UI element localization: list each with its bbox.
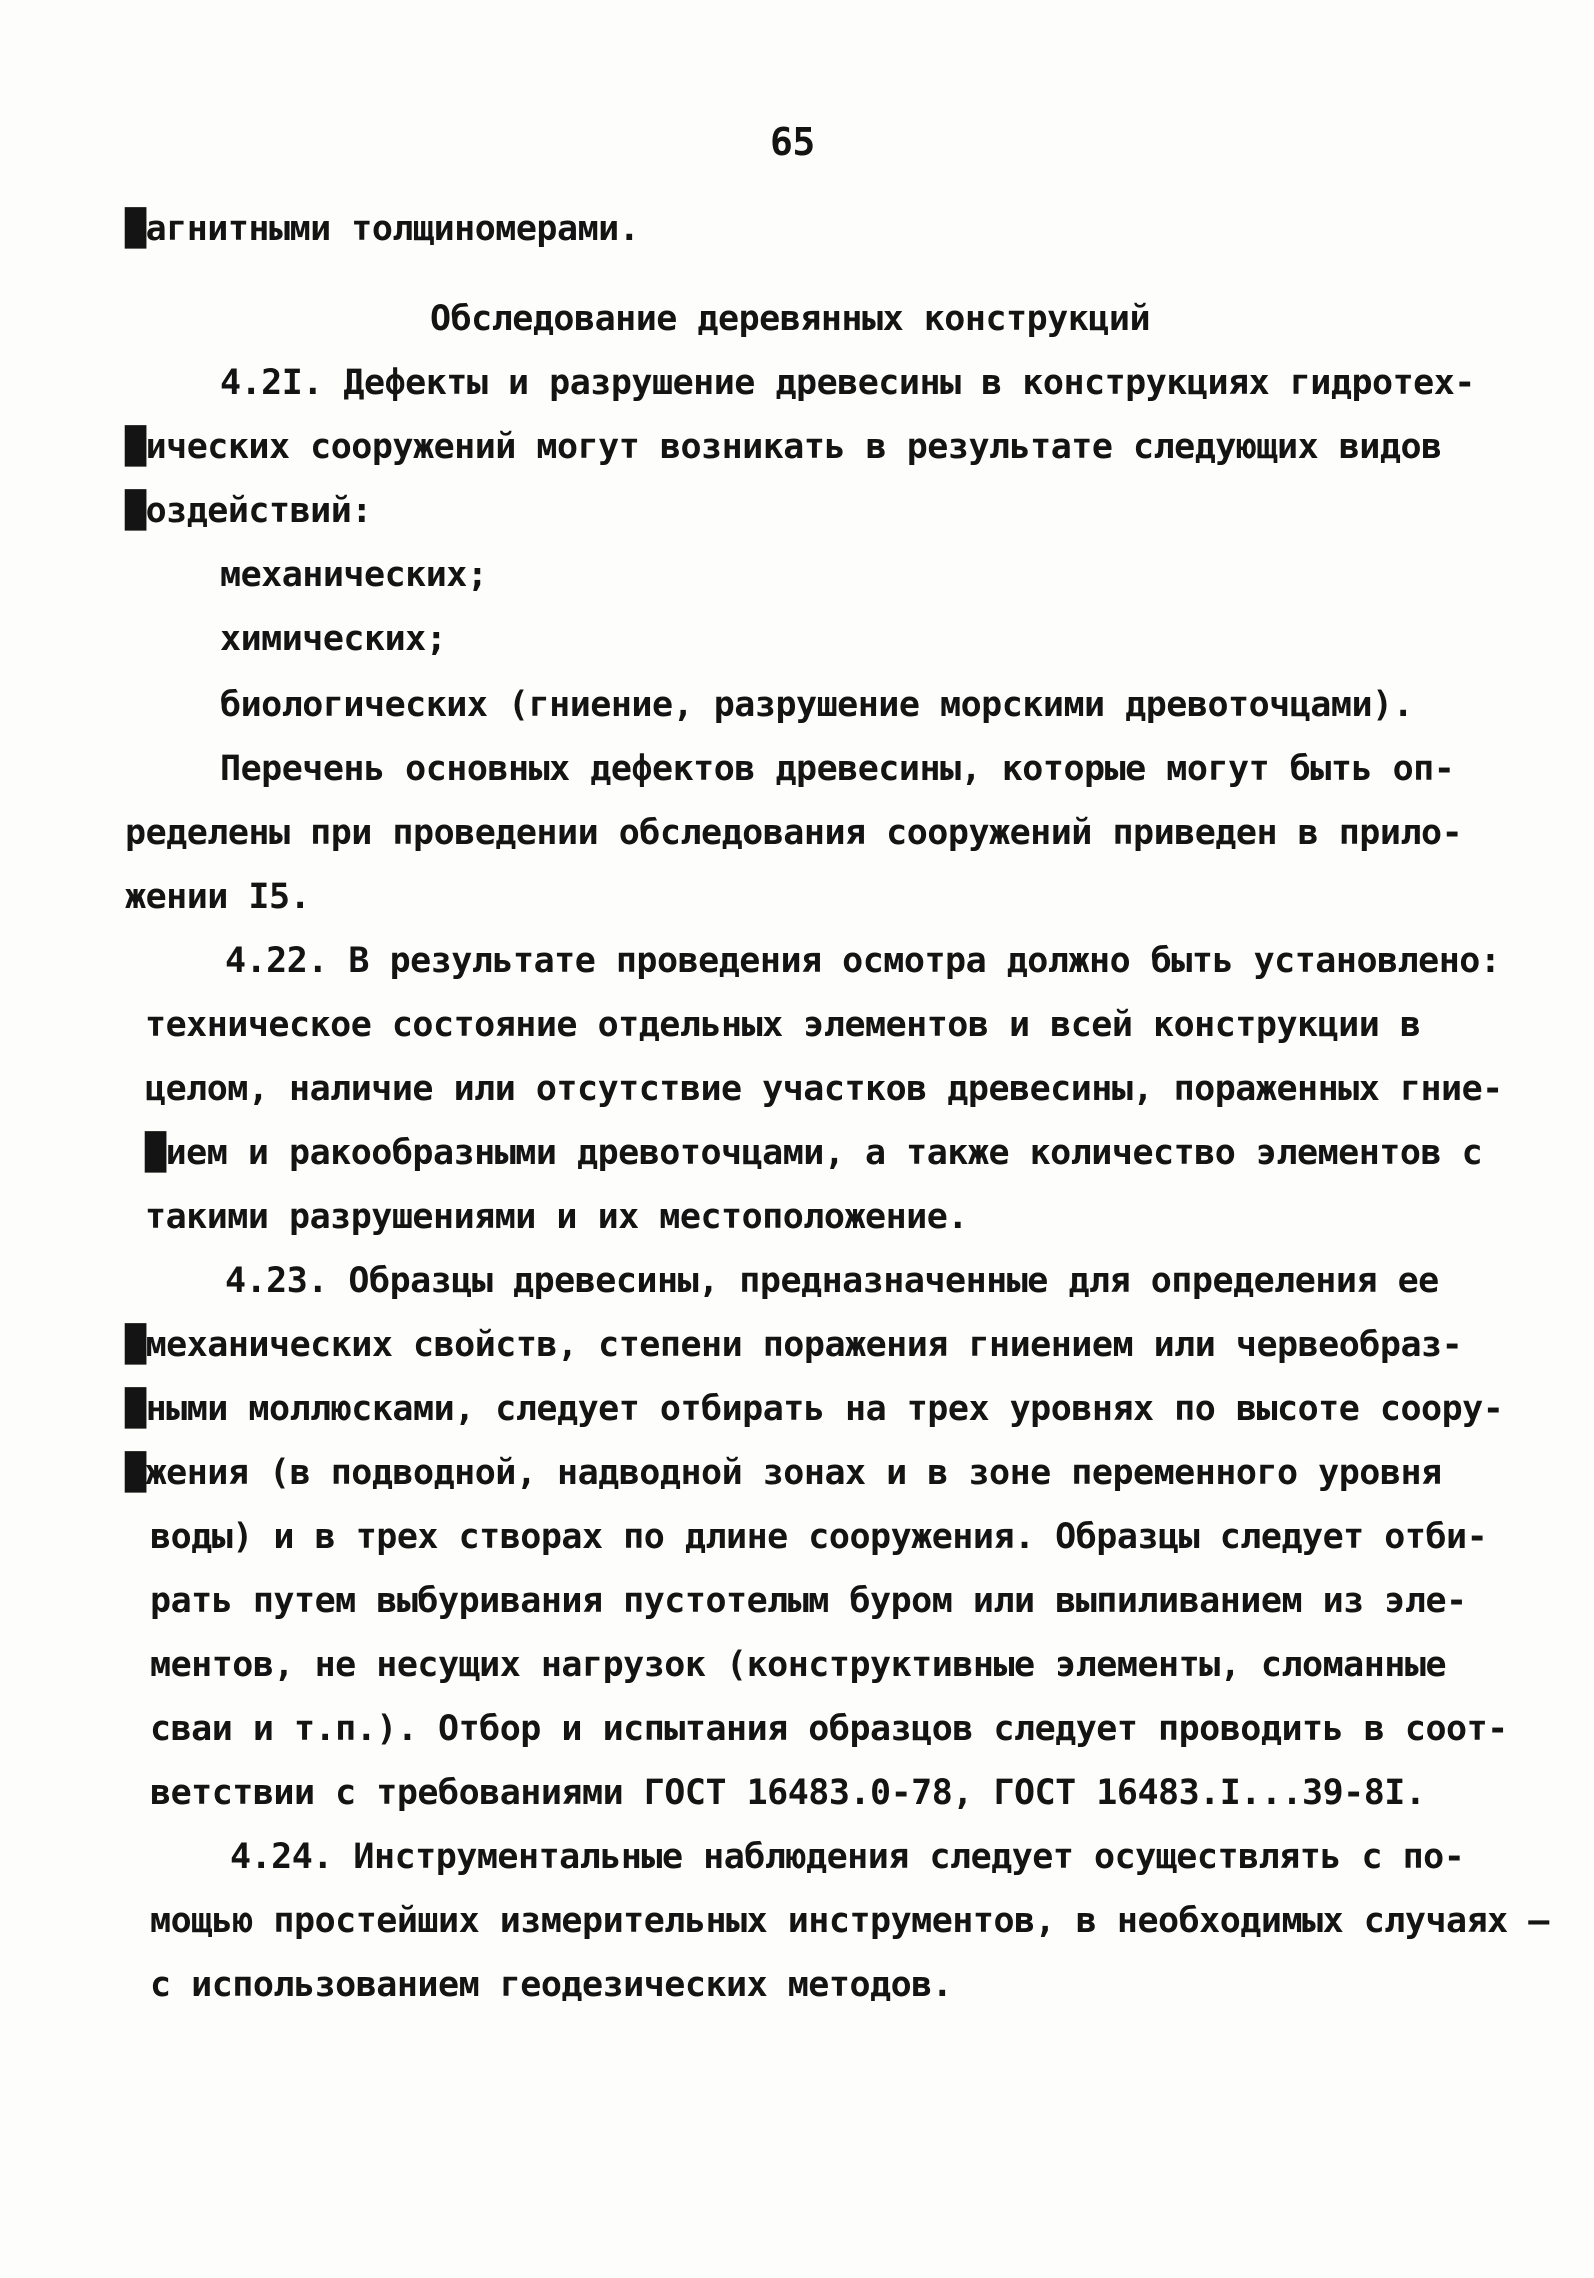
text-line: ределены при проведении обследования сооружений приведен в прило-	[125, 813, 1463, 853]
text-line: █жения (в подводной, надводной зонах и в зоне переменного уровня	[125, 1453, 1442, 1493]
text-line: техническое состояние отдельных элементов и всей конструкции в	[145, 1005, 1421, 1045]
page-number: 65	[770, 120, 815, 164]
list-item: химических;	[220, 619, 447, 659]
text-line: █ием и ракообразными древоточцами, а также количество элементов с	[145, 1133, 1483, 1173]
text-line: рать путем выбуривания пустотелым буром или выпиливанием из эле-	[150, 1581, 1467, 1621]
text-line: ментов, не несущих нагрузок (конструктивные элементы, сломанные	[150, 1645, 1447, 1685]
text-line: Перечень основных дефектов древесины, которые могут быть оп-	[220, 749, 1455, 789]
text-line: █ических сооружений могут возникать в результате следующих видов	[125, 427, 1442, 467]
text-line: целом, наличие или отсутствие участков древесины, пораженных гние-	[145, 1069, 1503, 1109]
text-line: █оздействий:	[125, 491, 372, 531]
text-line: 4.24. Инструментальные наблюдения следует осуществлять с по-	[230, 1837, 1465, 1877]
text-line: с использованием геодезических методов.	[150, 1965, 953, 2005]
text-line: █ными моллюсками, следует отбирать на трех уровнях по высоте соору-	[125, 1389, 1504, 1429]
text-line: 4.2I. Дефекты и разрушение древесины в конструкциях гидротех-	[220, 363, 1475, 403]
text-line: 4.23. Образцы древесины, предназначенные для определения ее	[225, 1261, 1439, 1301]
text-line: воды) и в трех створах по длине сооружения. Образцы следует отби-	[150, 1517, 1488, 1557]
text-line: █механических свойств, степени поражения гниением или червеобраз-	[125, 1325, 1463, 1365]
text-line: сваи и т.п.). Отбор и испытания образцов следует проводить в соот-	[150, 1709, 1508, 1749]
text-line: ветствии с требованиями ГОСТ 16483.0-78, ГОСТ 16483.I...39-8I.	[150, 1773, 1426, 1813]
list-item: механических;	[220, 555, 488, 595]
text-line: мощью простейших измерительных инструментов, в необходимых случаях –	[150, 1901, 1549, 1941]
list-item: биологических (гниение, разрушение морскими древоточцами).	[220, 685, 1414, 725]
text-line: такими разрушениями и их местоположение.	[145, 1197, 968, 1237]
section-heading: Обследование деревянных конструкций	[430, 299, 1151, 339]
text-line: █агнитными толщиномерами.	[125, 209, 640, 249]
text-line: 4.22. В результате проведения осмотра должно быть установлено:	[225, 941, 1501, 981]
text-line: жении I5.	[125, 877, 311, 917]
